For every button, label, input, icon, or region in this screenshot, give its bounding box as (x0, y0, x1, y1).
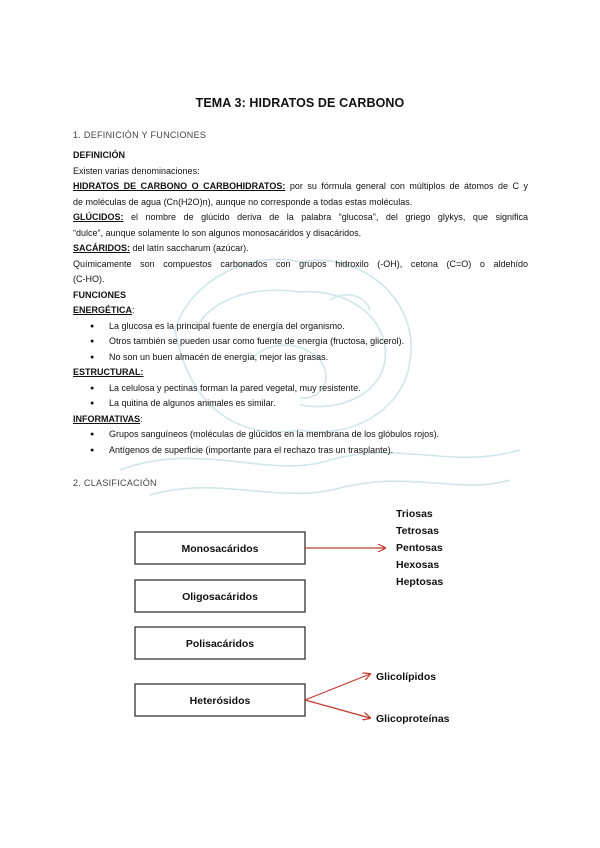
list-item: ● La glucosa es la principal fuente de energía del organismo. (73, 319, 528, 335)
definition-section (73, 148, 528, 458)
intro-text: Existen varias denominaciones: (73, 165, 200, 176)
list-item: ● Grupos sanguíneos (moléculas de glúcidos en la membrana de los glóbulos rojos). (73, 427, 528, 443)
energetica-colon: : (132, 305, 135, 315)
list-item: ● La quitina de algunos animales es similar. (73, 396, 528, 412)
hidratos-text-2: de moléculas de agua (Cn(H2O)n), aunque no corresponde a todas estas moléculas. (73, 196, 413, 207)
hetero-type-glicoproteinas: Glicoproteínas (376, 713, 450, 725)
arrow-hetero-to-glicolipidos (305, 674, 370, 700)
glucidos-term: GLÚCIDOS: (73, 212, 124, 222)
hidratos-term: HIDRATOS DE CARBONO O CARBOHIDRATOS: (73, 181, 286, 191)
box-oligosacaridos (135, 580, 305, 612)
informativas-label: INFORMATIVAS (73, 413, 141, 424)
box-polisacaridos (135, 627, 305, 659)
mono-type-triosas: Triosas (396, 508, 433, 520)
list-item: ● La celulosa y pectinas forman la pared vegetal, muy resistente. (73, 381, 528, 397)
glucidos-text-1: el nombre de glúcido deriva de la palabra “glucosa”, del griego glykys, que significa (123, 212, 528, 222)
box-monosacaridos (135, 532, 305, 564)
box-heterosidos (135, 684, 305, 716)
hidratos-paragraph-line1 (73, 179, 528, 195)
page-title: TEMA 3: HIDRATOS DE CARBONO (195, 96, 405, 110)
box-label-monosacaridos: Monosacáridos (181, 543, 259, 555)
mono-type-hexosas: Hexosas (396, 559, 440, 571)
list-item: ● Antígenos de superficie (importante para el rechazo tras un trasplante). (73, 443, 528, 459)
box-label-polisacaridos: Polisacáridos (185, 638, 255, 650)
informativas-colon: : (140, 413, 143, 424)
quimica-text-1: Químicamente son compuestos carbonados con grupos hidroxilo (-OH), cetona (C=O) o aldehído (73, 258, 528, 269)
funciones-label: FUNCIONES (73, 289, 127, 300)
classification-diagram (0, 500, 600, 740)
box-label-heterosidos: Heterósidos (189, 695, 251, 707)
mono-type-tetrosas: Tetrosas (396, 525, 439, 537)
glucidos-text-2: “dulce”, aunque solamente lo son algunos monosacáridos y disacáridos. (73, 227, 362, 238)
list-item: ● No son un buen almacén de energía, mejor las grasas. (73, 350, 528, 366)
energetica-heading (73, 303, 528, 319)
mono-type-heptosas: Heptosas (396, 576, 444, 588)
box-label-oligosacaridos: Oligosacáridos (182, 591, 258, 603)
mono-type-pentosas: Pentosas (396, 542, 443, 554)
sacaridos-text: del latín saccharum (azúcar). (130, 243, 249, 253)
section-heading-definicion: 1. DEFINICIÓN Y FUNCIONES (73, 130, 207, 140)
list-item: ● Otros también se pueden usar como fuente de energía (fructosa, glicerol). (73, 334, 528, 350)
arrow-hetero-to-glicoproteinas (305, 700, 370, 718)
quimica-text-2: (C-HO). (73, 274, 105, 284)
hetero-type-glicolipidos: Glicolípidos (376, 671, 437, 683)
hidratos-text-1: por su fórmula general con múltiplos de átomos de C y (285, 181, 528, 191)
informativas-heading (73, 412, 528, 428)
energetica-label: ENERGÉTICA (73, 305, 133, 315)
sacaridos-paragraph (73, 241, 528, 257)
estructural-label: ESTRUCTURAL: (73, 367, 144, 377)
section-heading-clasificacion: 2. CLASIFICACIÓN (73, 478, 157, 488)
sacaridos-term: SACÁRIDOS: (73, 243, 131, 253)
glucidos-paragraph-line1 (73, 210, 528, 226)
definicion-label: DEFINICIÓN (73, 150, 126, 160)
